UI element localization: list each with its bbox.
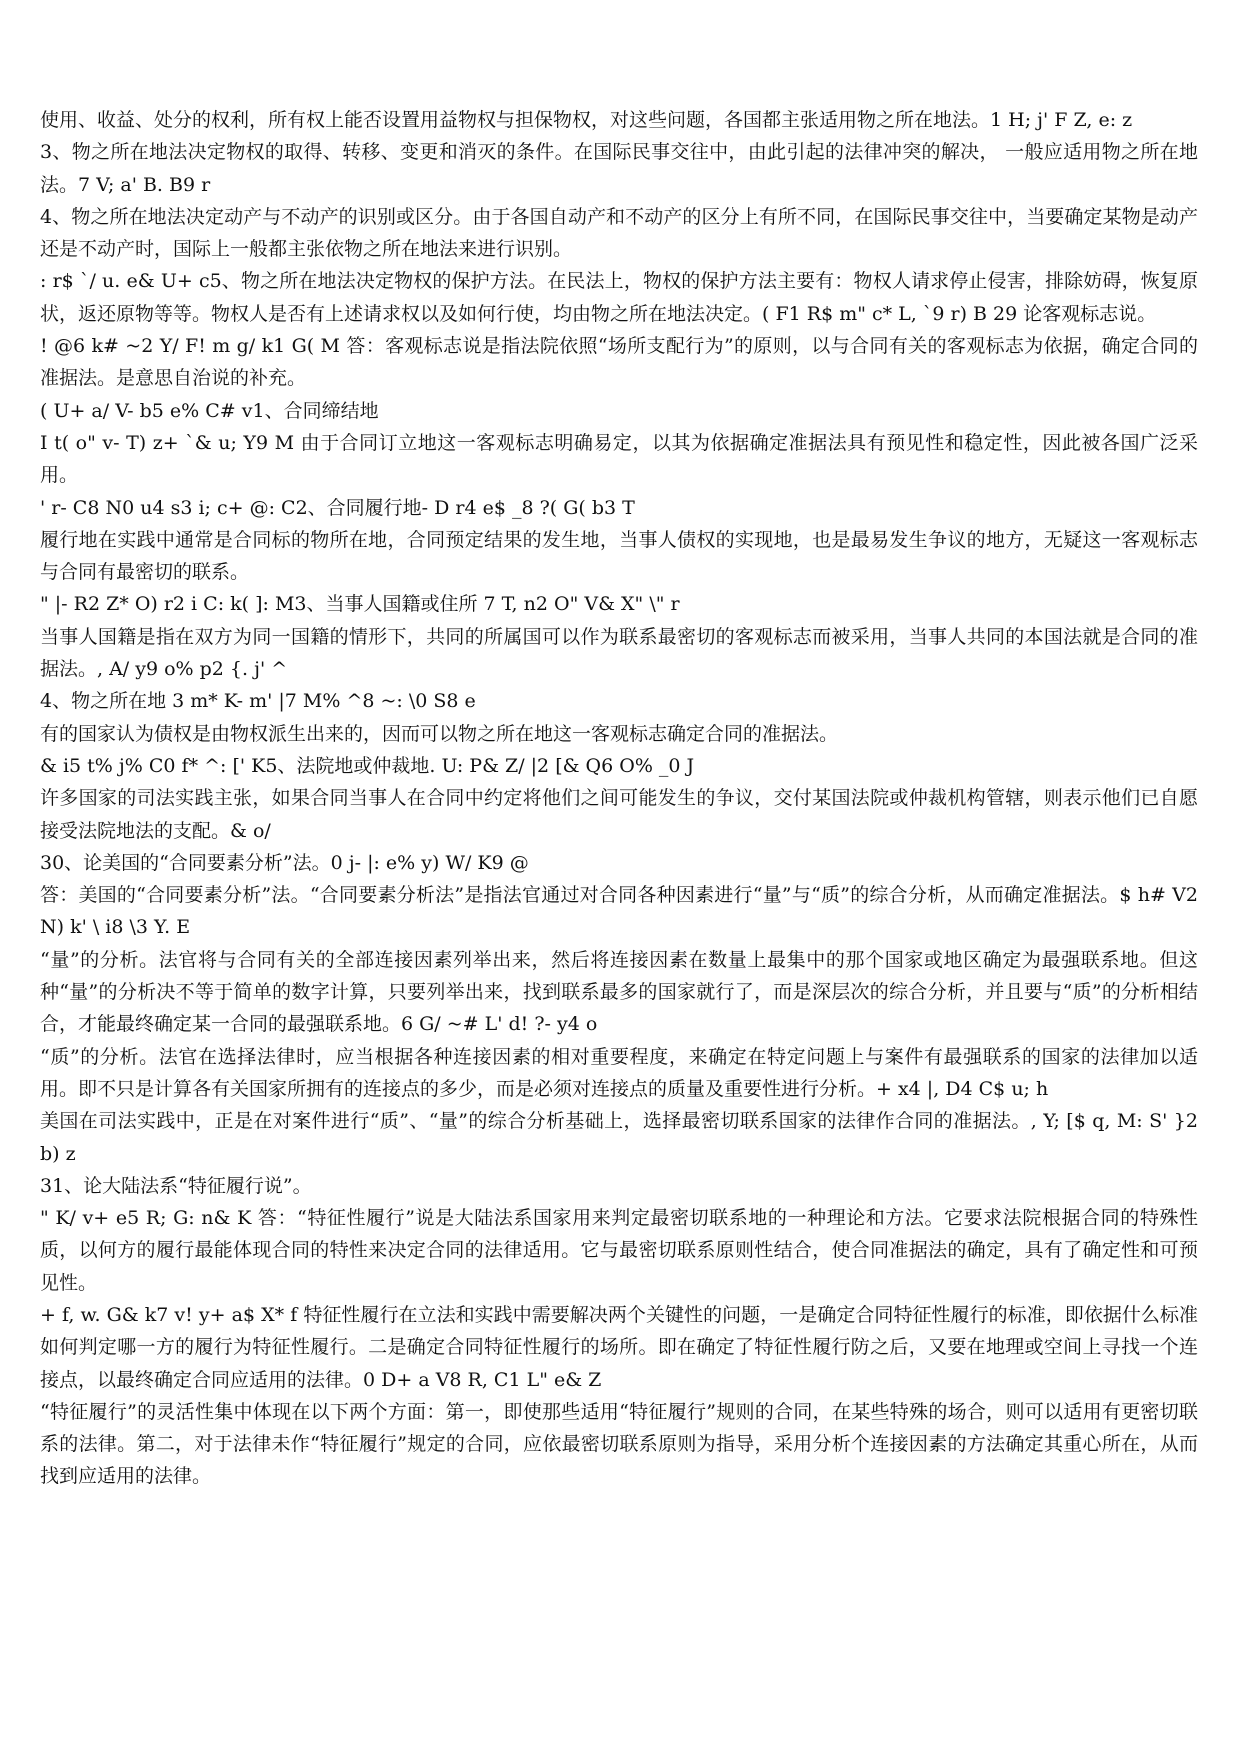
paragraph: & i5 t% j% C0 f* ^: [' K5、法院地或仲裁地. U: P& Z/ |2 [& Q6 O% _0 J [40, 754, 695, 777]
paragraph: “量”的分析。法官将与合同有关的全部连接因素列举出来，然后将连接因素在数量上最集中的那个国家或地区确定为最强联系地。但这种“量”的分析决不等于简单的数字计算，只要列举出来，找到联系最多的国家就行了，而是深层次的综合分析，并且要与“质”的分析相结合，才能最终确定某一合同的最强联系地。6 G/ ~# L' d! ?- y4 o [40, 948, 1198, 1036]
paragraph: ( U+ a/ V- b5 e% C# v1、合同缔结地 [40, 399, 379, 422]
paragraph: : r$ `/ u. e& U+ c5、物之所在地法决定物权的保护方法。在民法上，物权的保护方法主要有：物权人请求停止侵害，排除妨碍，恢复原状，返还原物等等。物权人是否有上述请求权以及如何行使，均由物之所在地法决定。( F1 R$ m" c* L, `9 r) B 29 论客观标志说。 [40, 270, 1198, 325]
paragraph: “质”的分析。法官在选择法律时，应当根据各种连接因素的相对重要程度，来确定在特定问题上与案件有最强联系的国家的法律加以适用。即不只是计算各有关国家所拥有的连接点的多少，而是必须对连接点的质量及重要性进行分析。+ x4 |, D4 C$ u; h [40, 1045, 1198, 1100]
paragraph: 当事人国籍是指在双方为同一国籍的情形下，共同的所属国可以作为联系最密切的客观标志而被采用，当事人共同的本国法就是合同的准据法。, A/ y9 o% p2 {. j' ^ [40, 625, 1198, 681]
paragraph: 有的国家认为债权是由物权派生出来的，因而可以物之所在地这一客观标志确定合同的准据法。 [40, 722, 839, 745]
paragraph: 4、物之所在地法决定动产与不动产的识别或区分。由于各国自动产和不动产的区分上有所不同，在国际民事交往中，当要确定某物是动产还是不动产时，国际上一般都主张依物之所在地法来进行识别。 [40, 205, 1198, 261]
paragraph: " K/ v+ e5 R; G: n& K 答：“特征性履行”说是大陆法系国家用来判定最密切联系地的一种理论和方法。它要求法院根据合同的特殊性质，以何方的履行最能体现合同的特性来决定合同的法律适用。它与最密切联系原则性结合，使合同准据法的确定，具有了确定性和可预见性。 [40, 1207, 1198, 1294]
paragraph: 履行地在实践中通常是合同标的物所在地，合同预定结果的发生地，当事人债权的实现地，也是最易发生争议的地方，无疑这一客观标志与合同有最密切的联系。 [40, 528, 1198, 584]
paragraph: 31、论大陆法系“特征履行说”。 [40, 1174, 312, 1197]
paragraph: 答：美国的“合同要素分析”法。“合同要素分析法”是指法官通过对合同各种因素进行“量”与“质”的综合分析，从而确定准据法。$ h# V2 N) k' \ i8 \3 Y. E [40, 884, 1198, 939]
paragraph: + f, w. G& k7 v! y+ a$ X* f 特征性履行在立法和实践中需要解决两个关键性的问题，一是确定合同特征性履行的标准，即依据什么标准如何判定哪一方的履行为特征性履行。二是确定合同特征性履行的场所。即在确定了特征性履行防之后，又要在地理或空间上寻找一个连接点，以最终确定合同应适用的法律。0 D+ a V8 R, C1 L" e& Z [40, 1303, 1198, 1391]
paragraph: 4、物之所在地 3 m* K- m' |7 M% ^8 ~: \0 S8 e [40, 690, 476, 713]
paragraph: 使用、收益、处分的权利，所有权上能否设置用益物权与担保物权，对这些问题，各国都主张适用物之所在地法。1 H; j' F Z, e: z [40, 109, 1133, 131]
paragraph: 许多国家的司法实践主张，如果合同当事人在合同中约定将他们之间可能发生的争议，交付某国法院或仲裁机构管辖，则表示他们已自愿接受法院地法的支配。& o/ [40, 787, 1198, 842]
paragraph: 30、论美国的“合同要素分析”法。0 j- |: e% y) W/ K9 @ [40, 851, 529, 874]
paragraph: " |- R2 Z* O) r2 i C: k( ]: M3、当事人国籍或住所 7 T, n2 O" V& X" \" r [40, 593, 680, 616]
paragraph: ! @6 k# ~2 Y/ F! m g/ k1 G( M 答：客观标志说是指法院依照“场所支配行为”的原则，以与合同有关的客观标志为依据，确定合同的准据法。是意思自治说的补充。 [40, 335, 1198, 390]
paragraph: “特征履行”的灵活性集中体现在以下两个方面：第一，即使那些适用“特征履行”规则的合同，在某些特殊的场合，则可以适用有更密切联系的法律。第二，对于法律未作“特征履行”规定的合同，应依最密切联系原则为指导，采用分析个连接因素的方法确定其重心所在，从而找到应适用的法律。 [40, 1400, 1198, 1488]
paragraph: 3、物之所在地法决定物权的取得、转移、变更和消灭的条件。在国际民事交往中，由此引起的法律冲突的解决， 一般应适用物之所在地法。7 V; a' B. B9 r [40, 141, 1198, 196]
paragraph: 美国在司法实践中，正是在对案件进行“质”、“量”的综合分析基础上，选择最密切联系国家的法律作合同的准据法。, Y; [$ q, M: S' }2 b) z [40, 1110, 1198, 1165]
paragraph: ' r- C8 N0 u4 s3 i; c+ @: C2、合同履行地- D r4 e$ _8 ?( G( b3 T [40, 496, 635, 519]
paragraph: I t( o" v- T) z+ `& u; Y9 M 由于合同订立地这一客观标志明确易定，以其为依据确定准据法具有预见性和稳定性，因此被各国广泛采用。 [40, 431, 1198, 487]
document-page [40, 104, 1198, 1493]
